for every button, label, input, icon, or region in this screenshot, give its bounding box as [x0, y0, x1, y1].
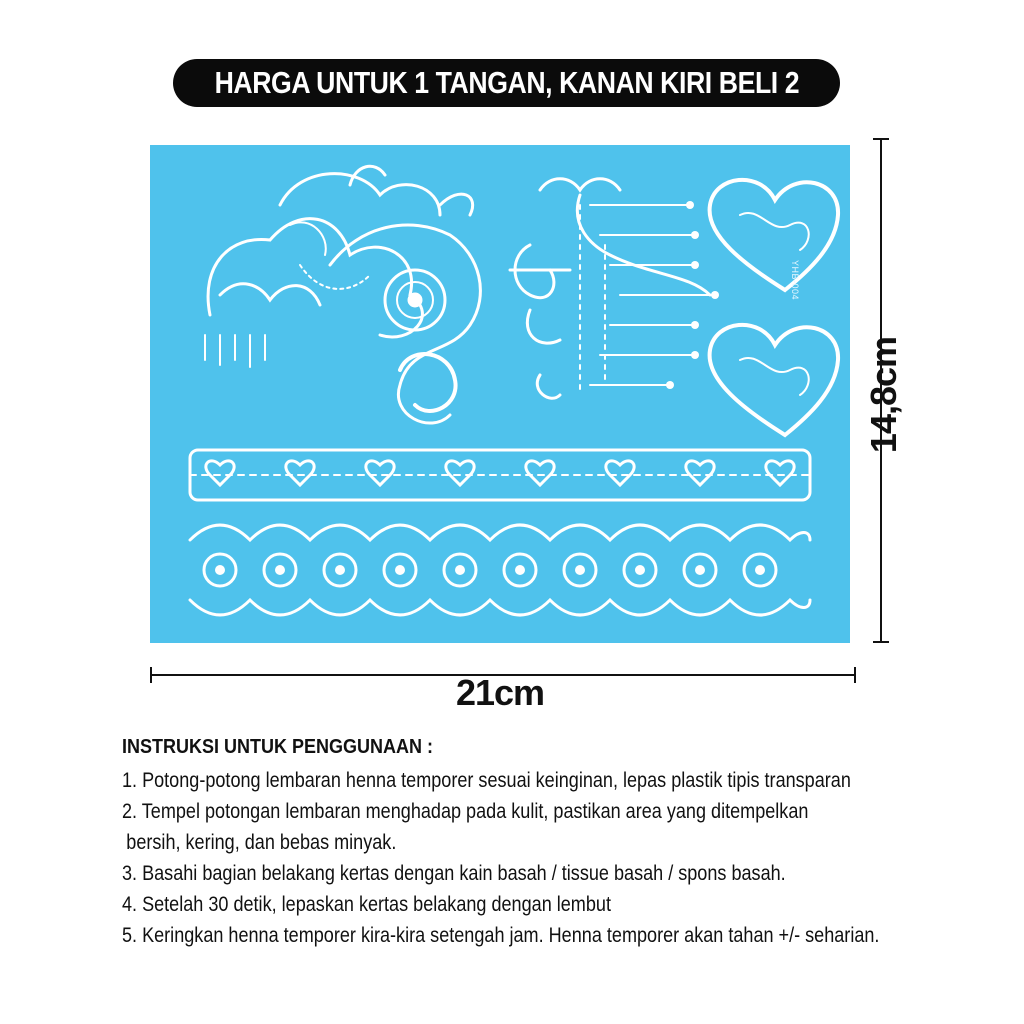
instruction-line: 4. Setelah 30 detik, lepaskan kertas belakang dengan lembut: [122, 893, 611, 916]
price-banner-text: HARGA UNTUK 1 TANGAN, KANAN KIRI BELI 2: [214, 65, 799, 100]
heart-lace-bottom: [710, 325, 838, 435]
heart-band-lace: [190, 450, 810, 500]
instructions-section: [122, 736, 1002, 951]
chandelier-lace: [510, 179, 719, 398]
heart-lace-top: [710, 180, 838, 290]
sheet-code: YHB-004: [790, 260, 800, 301]
price-banner: [173, 59, 840, 107]
instruction-line: 5. Keringkan henna temporer kira-kira setengah jam. Henna temporer akan tahan +/- seharian.: [122, 924, 880, 947]
henna-lace-artwork: [150, 145, 850, 643]
flower-band-lace: [190, 525, 810, 615]
instruction-line: 2. Tempel potongan lembaran menghadap pada kulit, pastikan area yang ditempelkan: [122, 800, 809, 823]
paisley-flower-lace: [205, 166, 480, 423]
width-label: 21cm: [455, 672, 545, 713]
instructions-title: INSTRUKSI UNTUK PENGGUNAAN :: [122, 736, 434, 758]
instruction-line: 3. Basahi bagian belakang kertas dengan kain basah / tissue basah / spons basah.: [122, 862, 786, 885]
instruction-line: 1. Potong-potong lembaran henna temporer sesuai keinginan, lepas plastik tipis transparan: [122, 769, 851, 792]
henna-tattoo-sheet: [150, 145, 850, 643]
height-label: 14,8cm: [863, 336, 904, 454]
instruction-line: bersih, kering, dan bebas minyak.: [126, 831, 397, 854]
